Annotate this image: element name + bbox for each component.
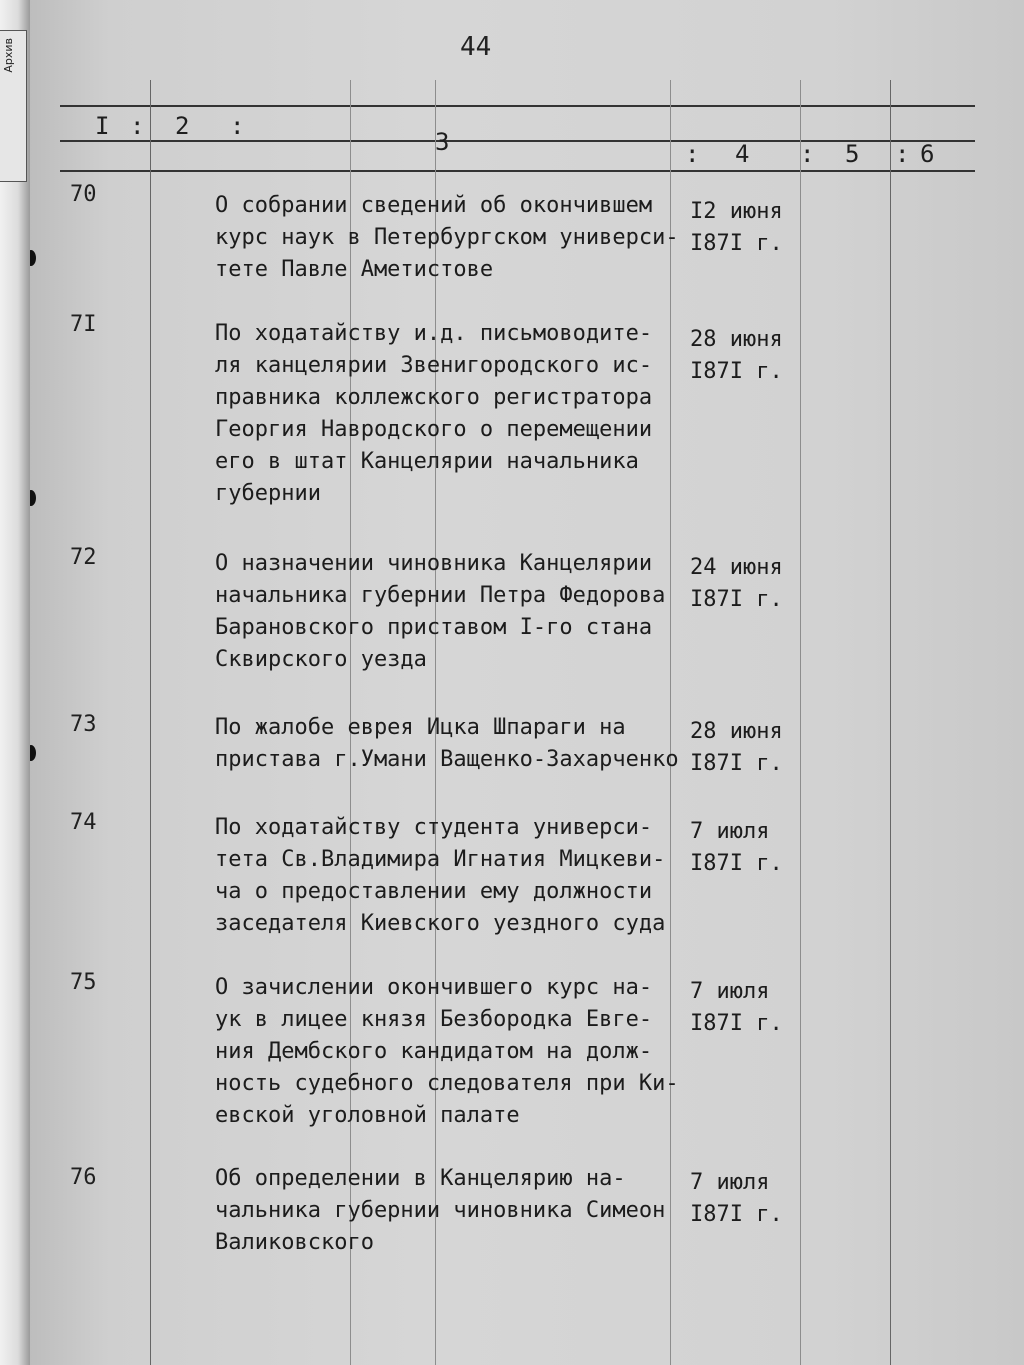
- document-page: [30, 0, 1024, 1365]
- entry-text: Об определении в Канцелярию на- чальника губернии чиновника Симеон Валиковского: [215, 1166, 666, 1255]
- entry-date: 28 июня I87I г.: [690, 327, 783, 384]
- header-sep: :: [800, 140, 815, 168]
- entry-number: 76: [70, 1165, 97, 1190]
- entry-date: 24 июня I87I г.: [690, 555, 783, 612]
- header-sep: :: [685, 140, 700, 168]
- page-number: 44: [460, 32, 492, 62]
- entry-number: 72: [70, 545, 97, 570]
- header-col-6: 6: [920, 140, 935, 168]
- entry-date: 7 июля I87I г.: [690, 819, 783, 876]
- header-rule-bottom: [60, 170, 975, 172]
- header-sep: :: [130, 112, 145, 140]
- entry-number: 75: [70, 970, 97, 995]
- binding-hole: [30, 490, 36, 506]
- header-rule-middle: [60, 140, 975, 142]
- column-rule: [150, 80, 151, 1365]
- entry-date: 7 июля I87I г.: [690, 1170, 783, 1227]
- binding-hole: [30, 745, 36, 761]
- entry-text: О собрании сведений об окончившем курс наук в Петербургском универси- тете Павле Аметистове: [215, 193, 679, 282]
- header-sep: :: [895, 140, 910, 168]
- entry-text: О назначении чиновника Канцелярии начальника губернии Петра Федорова Барановского приставом I-го стана Сквирского уезда: [215, 551, 666, 672]
- entry-text: По ходатайству и.д. письмоводите- ля канцелярии Звенигородского ис- правника коллежского регистратора Георгия Навродского о перемещении его в штат Канцелярии начальника губернии: [215, 321, 653, 506]
- entry-number: 74: [70, 810, 97, 835]
- header-col-2: 2: [175, 112, 190, 140]
- binding-label: Архив: [2, 38, 15, 73]
- entry-date: 28 июня I87I г.: [690, 719, 783, 776]
- header-sep: :: [230, 112, 245, 140]
- book-binding: [0, 0, 30, 1365]
- entry-text: По жалобе еврея Ицка Шпараги на пристава г.Умани Ващенко-Захарченко: [215, 715, 679, 772]
- entry-number: 7I: [70, 312, 97, 337]
- header-col-5: 5: [845, 140, 860, 168]
- entry-number: 70: [70, 182, 97, 207]
- header-col-1: I: [95, 112, 110, 140]
- column-rule: [890, 80, 891, 1365]
- binding-hole: [30, 250, 36, 266]
- header-col-4: 4: [735, 140, 750, 168]
- header-col-3: 3: [435, 128, 450, 156]
- entry-number: 73: [70, 712, 97, 737]
- entry-date: I2 июня I87I г.: [690, 199, 783, 256]
- entry-date: 7 июля I87I г.: [690, 979, 783, 1036]
- header-rule-top: [60, 105, 975, 107]
- entry-text: О зачислении окончившего курс на- ук в лицее князя Безбородка Евге- ния Дембского кандидатом на долж- ность судебного следователя при Ки- евской уголовной палате: [215, 975, 679, 1128]
- entry-text: По ходатайству студента универси- тета Св.Владимира Игнатия Мицкеви- ча о предоставлении ему должности заседателя Киевского уездного суда: [215, 815, 666, 936]
